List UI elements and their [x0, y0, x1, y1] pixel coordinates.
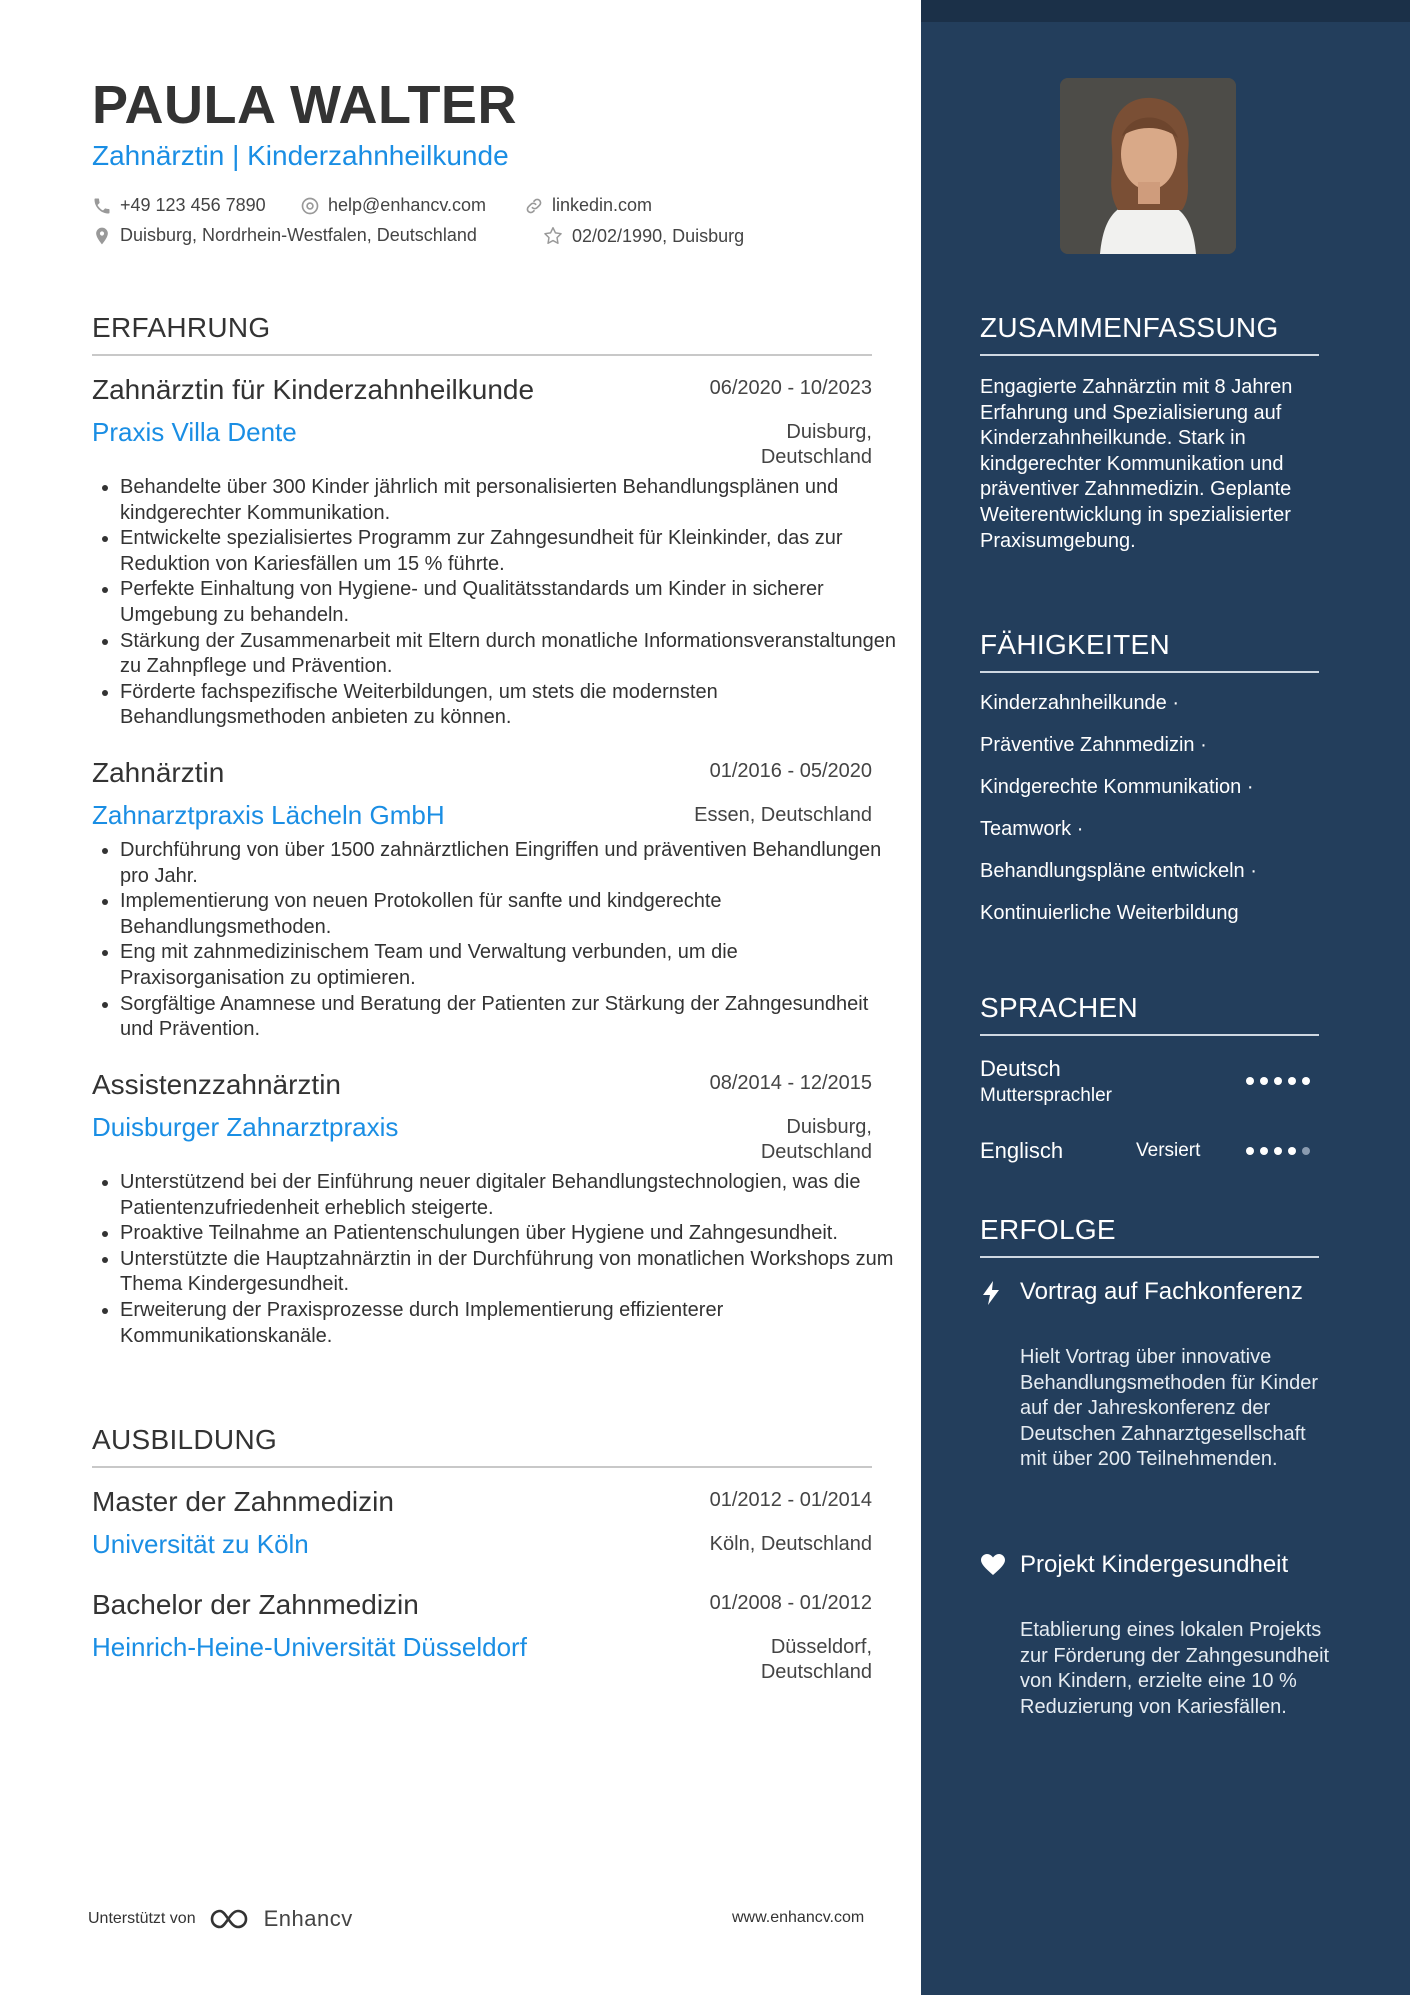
- school-location-line: Düsseldorf,: [770, 1636, 872, 1658]
- contact-phone[interactable]: [92, 195, 266, 216]
- rating-dot: [1288, 1147, 1296, 1155]
- contact-linkedin[interactable]: [524, 195, 652, 216]
- portrait-icon: [1060, 78, 1236, 254]
- school-location-line: Köln, Deutschland: [709, 1533, 872, 1555]
- achievement-text: Hielt Vortrag über innovative Behandlungsmethoden für Kinder auf der Jahreskonferenz der Deutschen Zahnarztgesellschaft mit über 200 Teilnehmenden.: [1020, 1346, 1318, 1471]
- school-name[interactable]: Universität zu Köln: [92, 1529, 309, 1559]
- at-icon: [300, 196, 320, 216]
- company-name[interactable]: Praxis Villa Dente: [92, 417, 297, 447]
- phone-icon: [92, 196, 112, 216]
- rating-dot: [1274, 1147, 1282, 1155]
- skill-item: Präventive Zahnmedizin ·: [980, 734, 1207, 756]
- degree-date: 01/2008 - 01/2012: [709, 1592, 872, 1614]
- language-name: Deutsch: [980, 1056, 1061, 1081]
- contact-birth: [542, 225, 744, 247]
- list-item: • Behandelte über 300 Kinder jährlich mit personalisierten Behandlungsplänen und kindgerechter Kommunikation.: [120, 475, 900, 526]
- job-location-line: Duisburg,: [786, 421, 872, 443]
- skill-item: Kontinuierliche Weiterbildung: [980, 902, 1239, 924]
- job-location-line: Duisburg,: [786, 1116, 872, 1138]
- job-location-line: Deutschland: [760, 446, 872, 468]
- summary-heading: ZUSAMMENFASSUNG: [980, 312, 1319, 356]
- school-location-line: Deutschland: [760, 1661, 872, 1683]
- list-item: • Förderte fachspezifische Weiterbildungen, um stets die modernsten Behandlungsmethoden anbieten zu können.: [120, 680, 900, 731]
- list-item: • Eng mit zahnmedizinischem Team und Verwaltung verbunden, um die Praxisorganisation zu optimieren.: [120, 940, 900, 991]
- achievement-text: Etablierung eines lokalen Projekts zur Förderung der Zahngesundheit von Kindern, erzielte eine 10 % Reduzierung von Kariesfällen.: [1020, 1619, 1330, 1718]
- languages-heading: SPRACHEN: [980, 992, 1319, 1036]
- candidate-title: Zahnärztin | Kinderzahnheilkunde: [92, 140, 509, 171]
- footer-url[interactable]: www.enhancv.com: [732, 1909, 865, 1926]
- rating-dot: [1260, 1147, 1268, 1155]
- brand-text: Enhancv: [263, 1906, 353, 1931]
- job-bullets: [92, 1170, 900, 1349]
- school-location: [761, 1635, 872, 1685]
- job-title: Zahnärztin für Kinderzahnheilkunde: [92, 374, 535, 405]
- rating-dot: [1302, 1147, 1310, 1155]
- summary-text: Engagierte Zahnärztin mit 8 Jahren Erfahrung und Spezialisierung auf Kinderzahnheilkunde. Stark in kindgerechter Kommunikation und präventiver Zahnmedizin. Geplante Weiterentwicklung in spezialisierter Praxisumgebung.: [980, 376, 1293, 552]
- heart-icon: [980, 1553, 1006, 1582]
- sidebar-top-band: [921, 0, 1410, 22]
- email-text: help@enhancv.com: [328, 195, 487, 215]
- list-item: • Unterstützend bei der Einführung neuer digitaler Behandlungstechnologien, was die Patientenzufriedenheit erheblich steigerte.: [120, 1170, 900, 1221]
- language-rating: [1246, 1147, 1310, 1155]
- linkedin-text: linkedin.com: [552, 195, 653, 215]
- phone-text: +49 123 456 7890: [120, 195, 266, 215]
- skills-heading: FÄHIGKEITEN: [980, 629, 1319, 673]
- powered-by-text: Unterstützt von: [88, 1910, 196, 1927]
- job-bullets: [92, 475, 900, 731]
- location-text: Duisburg, Nordrhein-Westfalen, Deutschland: [120, 225, 477, 245]
- list-item: • Unterstützte die Hauptzahnärztin in der Durchführung von monatlichen Workshops zum Thema Kindergesundheit.: [120, 1247, 900, 1298]
- list-item: • Durchführung von über 1500 zahnärztlichen Eingriffen und präventiven Behandlungen pro Jahr.: [120, 838, 900, 889]
- job-date: 06/2020 - 10/2023: [709, 377, 872, 399]
- job-title: Assistenzzahnärztin: [92, 1069, 342, 1100]
- rating-dot: [1246, 1077, 1254, 1085]
- list-item: • Stärkung der Zusammenarbeit mit Eltern durch monatliche Informationsveranstaltungen zu Zahnpflege und Prävention.: [120, 629, 900, 680]
- experience-heading: ERFAHRUNG: [92, 312, 872, 356]
- rating-dot: [1302, 1077, 1310, 1085]
- degree-title: Bachelor der Zahnmedizin: [92, 1589, 419, 1620]
- job-title: Zahnärztin: [92, 757, 225, 788]
- list-item: • Perfekte Einhaltung von Hygiene- und Qualitätsstandards um Kinder in sicherer Umgebung zu behandeln.: [120, 577, 900, 628]
- job-date: 01/2016 - 05/2020: [709, 760, 872, 782]
- job-location: [761, 1115, 872, 1165]
- location-pin-icon: [92, 226, 112, 246]
- degree-date: 01/2012 - 01/2014: [709, 1489, 872, 1511]
- list-item: • Sorgfältige Anamnese und Beratung der Patienten zur Stärkung der Zahngesundheit und Prävention.: [120, 992, 900, 1043]
- job-location: [761, 420, 872, 470]
- skill-item: Behandlungspläne entwickeln ·: [980, 860, 1257, 882]
- job-location-line: Deutschland: [760, 1141, 872, 1163]
- bolt-icon: [980, 1280, 1002, 1311]
- achievement-title: Vortrag auf Fachkonferenz: [1020, 1278, 1303, 1305]
- school-name[interactable]: Heinrich-Heine-Universität Düsseldorf: [92, 1632, 527, 1662]
- birth-text: 02/02/1990, Duisburg: [572, 225, 745, 246]
- company-name[interactable]: Duisburger Zahnarztpraxis: [92, 1112, 399, 1142]
- list-item: • Implementierung von neuen Protokollen für sanfte und kindgerechte Behandlungsmethoden.: [120, 889, 900, 940]
- language-rating: [1246, 1077, 1310, 1085]
- enhancv-logo-icon: [208, 1906, 256, 1932]
- skill-item: Kinderzahnheilkunde ·: [980, 692, 1180, 714]
- sidebar: [921, 0, 1410, 1995]
- job-date: 08/2014 - 12/2015: [709, 1072, 872, 1094]
- skill-item: Kindgerechte Kommunikation ·: [980, 776, 1254, 798]
- rating-dot: [1260, 1077, 1268, 1085]
- link-icon: [524, 196, 544, 216]
- star-icon: [542, 225, 564, 247]
- footer-powered-by[interactable]: [88, 1906, 353, 1932]
- rating-dot: [1246, 1147, 1254, 1155]
- language-name: Englisch: [980, 1138, 1064, 1163]
- achievements-heading: ERFOLGE: [980, 1214, 1319, 1258]
- job-bullets: [92, 838, 900, 1043]
- degree-title: Master der Zahnmedizin: [92, 1486, 394, 1517]
- candidate-name: PAULA WALTER: [92, 75, 517, 135]
- language-level: Muttersprachler: [980, 1085, 1112, 1106]
- rating-dot: [1274, 1077, 1282, 1085]
- language-level: Versiert: [1136, 1140, 1201, 1161]
- profile-photo: [1060, 78, 1236, 254]
- skill-item: Teamwork ·: [980, 818, 1084, 840]
- achievement-title: Projekt Kindergesundheit: [1020, 1551, 1289, 1578]
- list-item: • Erweiterung der Praxisprozesse durch Implementierung effizienterer Kommunikationskanäle.: [120, 1298, 900, 1349]
- contact-email[interactable]: [300, 195, 486, 216]
- job-location: [694, 803, 872, 828]
- education-heading: AUSBILDUNG: [92, 1424, 872, 1468]
- company-name[interactable]: Zahnarztpraxis Lächeln GmbH: [92, 800, 445, 830]
- job-location-line: Essen, Deutschland: [694, 804, 872, 826]
- contact-location: [92, 225, 477, 246]
- school-location: [710, 1532, 872, 1557]
- list-item: • Proaktive Teilnahme an Patientenschulungen über Hygiene und Zahngesundheit.: [120, 1221, 900, 1247]
- list-item: • Entwickelte spezialisiertes Programm zur Zahngesundheit für Kleinkinder, das zur Reduktion von Kariesfällen um 15 % führte.: [120, 526, 900, 577]
- rating-dot: [1288, 1077, 1296, 1085]
